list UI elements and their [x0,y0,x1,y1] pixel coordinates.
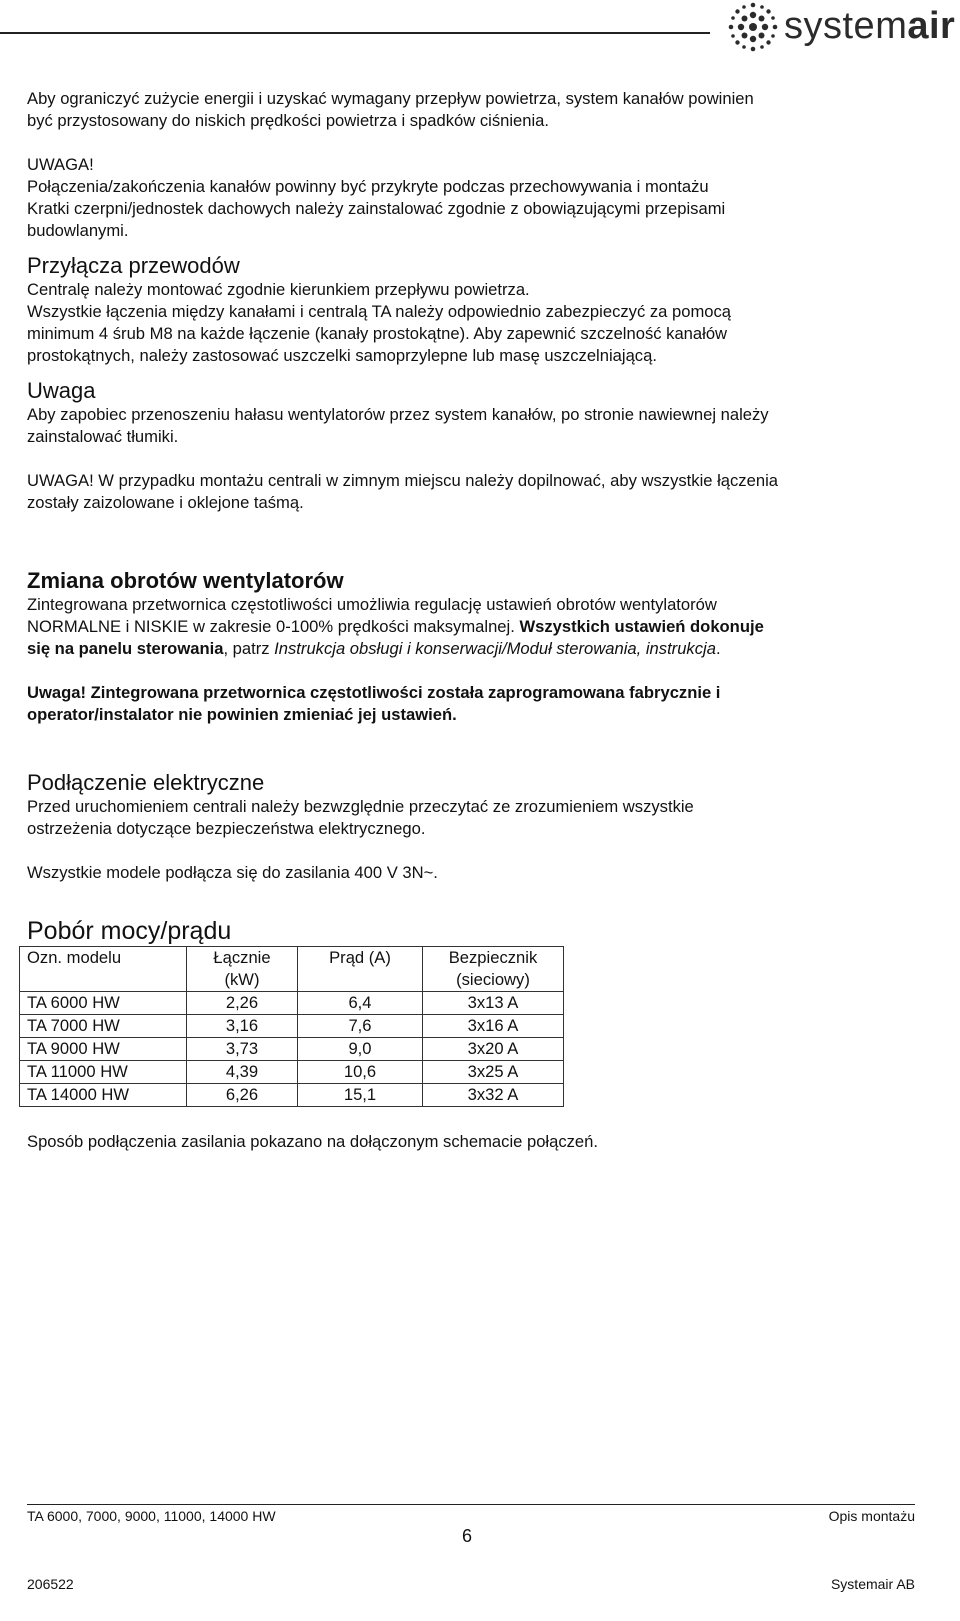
table-cell: 3,16 [187,1015,298,1038]
power-table [19,946,564,1107]
table-header-cell: Prąd (A) [298,947,423,992]
warning-text: UWAGA! W przypadku montażu centrali w zimnym miejscu należy dopilnować, aby wszystkie łączenia [27,471,778,490]
body-text: Wszystkie łączenia między kanałami i centralą TA należy odpowiednio zabezpieczyć za pomocą [27,302,732,321]
section-heading: Podłączenie elektryczne [27,770,265,795]
body-text: Aby zapobiec przenoszeniu hałasu wentylatorów przez system kanałów, po stronie nawiewnej należy [27,405,769,424]
body-text: NORMALNE i NISKIE w zakresie 0-100% prędkości maksymalnej. Wszystkich ustawień dokonuje [27,617,764,636]
table-cell: 10,6 [298,1061,423,1084]
table-cell: 3,73 [187,1038,298,1061]
section-heading: Przyłącza przewodów [27,253,240,278]
table-cell: TA 14000 HW [20,1084,187,1107]
table-row [20,1084,564,1107]
body-text: Centralę należy montować zgodnie kierunkiem przepływu powietrza. [27,280,530,299]
table-cell: 4,39 [187,1061,298,1084]
table-cell: 3x25 A [423,1061,564,1084]
section-heading: Uwaga [27,378,96,403]
table-cell: 2,26 [187,992,298,1015]
fan-speed-section [27,568,947,726]
duct-connections-section [27,253,947,367]
table-header-row [20,947,564,992]
note-section [27,378,947,514]
table-header-cell: Łącznie (kW) [187,947,298,992]
footer-models: TA 6000, 7000, 9000, 11000, 14000 HW [27,1508,276,1524]
section-heading: Zmiana obrotów wentylatorów [27,568,344,593]
table-cell: 6,4 [298,992,423,1015]
body-text: Zintegrowana przetwornica częstotliwości umożliwia regulację ustawień obrotów wentylatorów [27,595,717,614]
table-cell: 3x32 A [423,1084,564,1107]
warning-text: Połączenia/zakończenia kanałów powinny być przykryte podczas przechowywania i montażu [27,177,709,196]
table-cell: 3x20 A [423,1038,564,1061]
table-cell: 3x16 A [423,1015,564,1038]
systemair-logo-icon [728,2,778,52]
body-text: się na panelu sterowania, patrz Instrukcja obsługi i konserwacji/Moduł sterowania, instrukcja. [27,639,721,658]
warning-text: operator/instalator nie powinien zmieniać jej ustawień. [27,705,457,724]
intro-text: Aby ograniczyć zużycie energii i uzyskać wymagany przepływ powietrza, system kanałów powinien [27,89,754,108]
warning-text: Uwaga! Zintegrowana przetwornica częstotliwości została zaprogramowana fabrycznie i [27,683,721,702]
page-number: 6 [462,1526,473,1546]
body-text: Wszystkie modele podłącza się do zasilania 400 V 3N~. [27,863,438,882]
body-text: Przed uruchomieniem centrali należy bezwzględnie przeczytać ze zrozumieniem wszystkie [27,797,694,816]
brand-logo [728,2,960,52]
header-rule [0,32,710,34]
table-row [20,1038,564,1061]
page-content [27,88,947,1153]
table-header-cell: Bezpiecznik (sieciowy) [423,947,564,992]
table-cell: 7,6 [298,1015,423,1038]
table-cell: TA 11000 HW [20,1061,187,1084]
body-text: Sposób podłączenia zasilania pokazano na dołączonym schemacie połączeń. [27,1132,599,1151]
section-heading: Pobór mocy/prądu [27,917,232,945]
footer-doc-type: Opis montażu [828,1508,915,1524]
table-cell: TA 9000 HW [20,1038,187,1061]
table-row [20,1061,564,1084]
table-cell: TA 6000 HW [20,992,187,1015]
body-text: prostokątnych, należy zastosować uszczelki samoprzylepne lub masę uszczelniającą. [27,346,657,365]
table-row [20,1015,564,1038]
intro-section [27,88,947,242]
body-text: zainstalować tłumiki. [27,427,179,446]
body-text: ostrzeżenia dotyczące bezpieczeństwa elektrycznego. [27,819,426,838]
table-cell: 3x13 A [423,992,564,1015]
power-section [27,916,947,1153]
warning-text: zostały zaizolowane i oklejone taśmą. [27,493,304,512]
intro-text: być przystosowany do niskich prędkości powietrza i spadków ciśnienia. [27,111,550,130]
table-cell: 9,0 [298,1038,423,1061]
warning-text: Kratki czerpni/jednostek dachowych należy zainstalować zgodnie z obowiązującymi przepisami [27,199,726,218]
warning-label: UWAGA! [27,155,94,174]
brand-wordmark: systemair [784,5,956,47]
table-header-cell: Ozn. modelu [20,947,187,992]
footer-rule [27,1504,915,1505]
table-cell: 6,26 [187,1084,298,1107]
electrical-section [27,770,947,884]
table-row [20,992,564,1015]
footer-doc-number: 206522 [27,1576,74,1592]
table-cell: TA 7000 HW [20,1015,187,1038]
warning-text: budowlanymi. [27,221,129,240]
table-cell: 15,1 [298,1084,423,1107]
body-text: minimum 4 śrub M8 na każde łączenie (kanały prostokątne). Aby zapewnić szczelność kanałów [27,324,728,343]
footer-company: Systemair AB [830,1576,915,1592]
